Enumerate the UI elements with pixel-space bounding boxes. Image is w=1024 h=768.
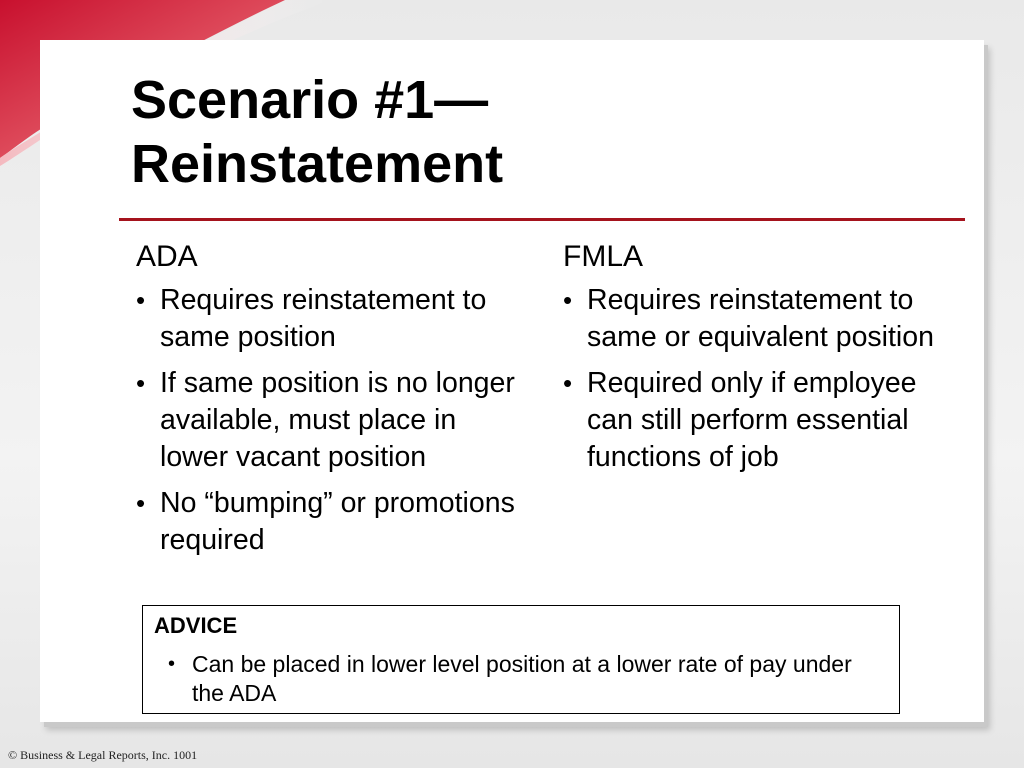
- slide-title: [131, 68, 951, 196]
- list-item: [136, 282, 526, 356]
- bullet-icon: •: [136, 285, 146, 315]
- bullet-text: Requires reinstatement to same or equivalent position: [587, 284, 934, 353]
- ada-column: [136, 238, 526, 568]
- slide-title-line-2: Reinstatement: [131, 134, 504, 194]
- bullet-text: Requires reinstatement to same position: [160, 284, 487, 353]
- bullet-icon: •: [563, 285, 573, 315]
- bullet-text: Required only if employee can still perform essential functions of job: [587, 367, 917, 473]
- list-item: [168, 650, 883, 708]
- advice-box: [142, 605, 900, 714]
- bullet-icon: •: [563, 368, 573, 398]
- advice-bullet-list: [168, 650, 883, 708]
- copyright-footer: © Business & Legal Reports, Inc. 1001: [8, 748, 198, 762]
- list-item: [563, 282, 963, 356]
- fmla-bullet-list: [563, 282, 963, 476]
- bullet-text: If same position is no longer available, must place in lower vacant position: [160, 367, 515, 473]
- list-item: [136, 365, 526, 476]
- list-item: [563, 365, 963, 476]
- title-divider: [119, 218, 965, 221]
- fmla-column: [563, 238, 963, 485]
- bullet-icon: •: [136, 488, 146, 518]
- list-item: [136, 485, 526, 559]
- advice-heading: ADVICE: [154, 613, 238, 638]
- slide-title-line-1: Scenario #1—: [131, 70, 489, 130]
- bullet-icon: •: [136, 368, 146, 398]
- fmla-heading: FMLA: [563, 240, 644, 273]
- advice-text: Can be placed in lower level position at a lower rate of pay under the ADA: [192, 651, 852, 706]
- bullet-icon: •: [168, 653, 176, 675]
- ada-bullet-list: [136, 282, 526, 559]
- ada-heading: ADA: [136, 240, 198, 273]
- bullet-text: No “bumping” or promotions required: [160, 487, 515, 556]
